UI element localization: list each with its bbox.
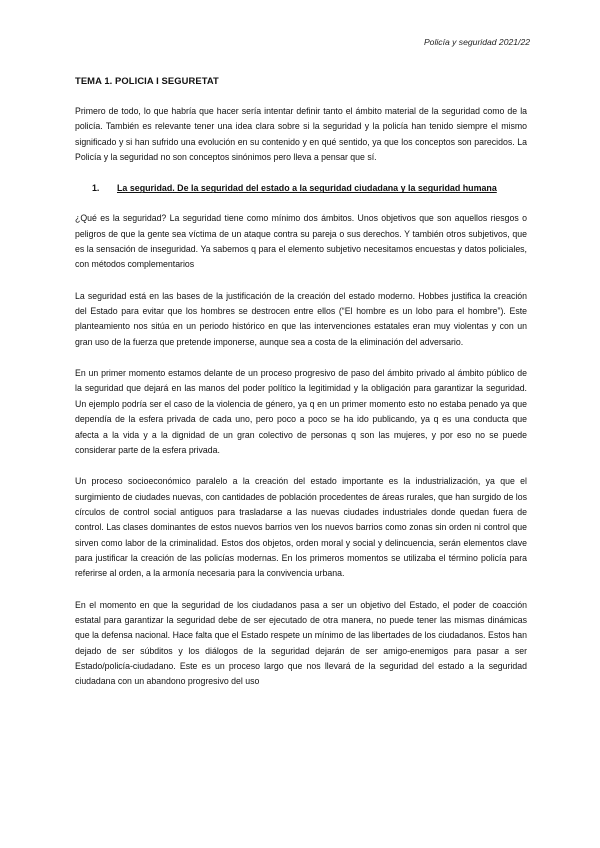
body-paragraph: En un primer momento estamos delante de un proceso progresivo de paso del ámbito privado al ámbito público de la seguridad que dejará en las manos del poder político la legitimidad y la obligación para garantizar la seguridad. Un ejemplo podría ser el caso de la violencia de género, ya q en un primer momento esto no estaba penado ya que dependía de la esfera privada de cada uno, pero poco a poco se ha ido publicando, ya q es una conducta que afecta a la vida y a la dignidad de un gran colectivo de personas q son las mujeres, y por eso no se puede considerar parte de la esfera privada. — [75, 368, 527, 455]
body-paragraph: En el momento en que la seguridad de los ciudadanos pasa a ser un objetivo del Estado, el poder de coacción estatal para garantizar la seguridad debe de ser ejecutado de otra manera, no puede tener las mismas dinámicas que la defensa nacional. Hace falta que el Estado respete un mínimo de las libertades de los ciudadanos. Estos han dejado de ser súbditos y los diálogos de la seguridad dejarán de ser amigo-enemigos para pasar a ser Estado/policía-ciudadano. Este es un proceso largo que nos llevará de la seguridad del estado a la seguridad ciudadana con un abandono progresivo del uso — [75, 599, 527, 687]
section-number: 1. — [92, 183, 100, 194]
section-heading — [92, 181, 527, 196]
section-title: La seguridad. De la seguridad del estado a la seguridad ciudadana y la seguridad humana — [117, 183, 497, 194]
body-paragraph: ¿Qué es la seguridad? La seguridad tiene como mínimo dos ámbitos. Unos objetivos que son aquellos riesgos o peligros de que la gente sea víctima de un ataque contra su pareja o sus derechos. Y también otros subjetivos, que es la sensación de inseguridad. Ya sabemos q para el elemento subjetivo necesitamos encuestas y datos policiales, con métodos complementarios — [75, 213, 527, 270]
body-paragraph: Un proceso socioeconómico paralelo a la creación del estado importante es la industrialización, ya que el surgimiento de ciudades nuevas, con cantidades de población procedentes de áreas rurales, que han surgido de los círculos de control social antiguos para trasladarse a las nuevas ciudades industriales donde quedan fuera de control. Las clases dominantes de estos nuevos barrios ven los nuevos barrios como zonas sin orden ni control que sirven como labor de la criminalidad. Estos dos objetos, orden moral y social y delincuencia, serán elementos clave para justificar la creación de las policías modernas. En los primeros momentos se utilizaba el término policía para referirse al orden, a la armonía necesaria para la convivencia urbana. — [75, 476, 527, 579]
intro-paragraph: Primero de todo, lo que habría que hacer sería intentar definir tanto el ámbito material de la seguridad como de la policía. También es relevante tener una idea clara sobre si la seguridad y la policía han tenido siempre el mismo significado y si han sufrido una evolución en su contenido y en qué sentido, ya que los conceptos son parecidos. La Policía y la seguridad no son conceptos sinónimos pero lleva a pensar que sí. — [75, 106, 527, 163]
running-header: Policía y seguridad 2021/22 — [423, 37, 530, 47]
body-paragraph: La seguridad está en las bases de la justificación de la creación del estado moderno. Hobbes justifica la creación del Estado para evitar que los hombres se destrocen entre ellos (“El hombre es un lobo para el hombre”). Este planteamiento nos sitúa en un periodo histórico en que las intervenciones estatales eran muy violentas y con un gran uso de la fuerza que pretende imponerse, aunque sea a costa de la eliminación del adversario. — [75, 290, 527, 347]
chapter-title: TEMA 1. POLICIA I SEGURETAT — [75, 75, 219, 86]
document-body — [75, 104, 527, 706]
